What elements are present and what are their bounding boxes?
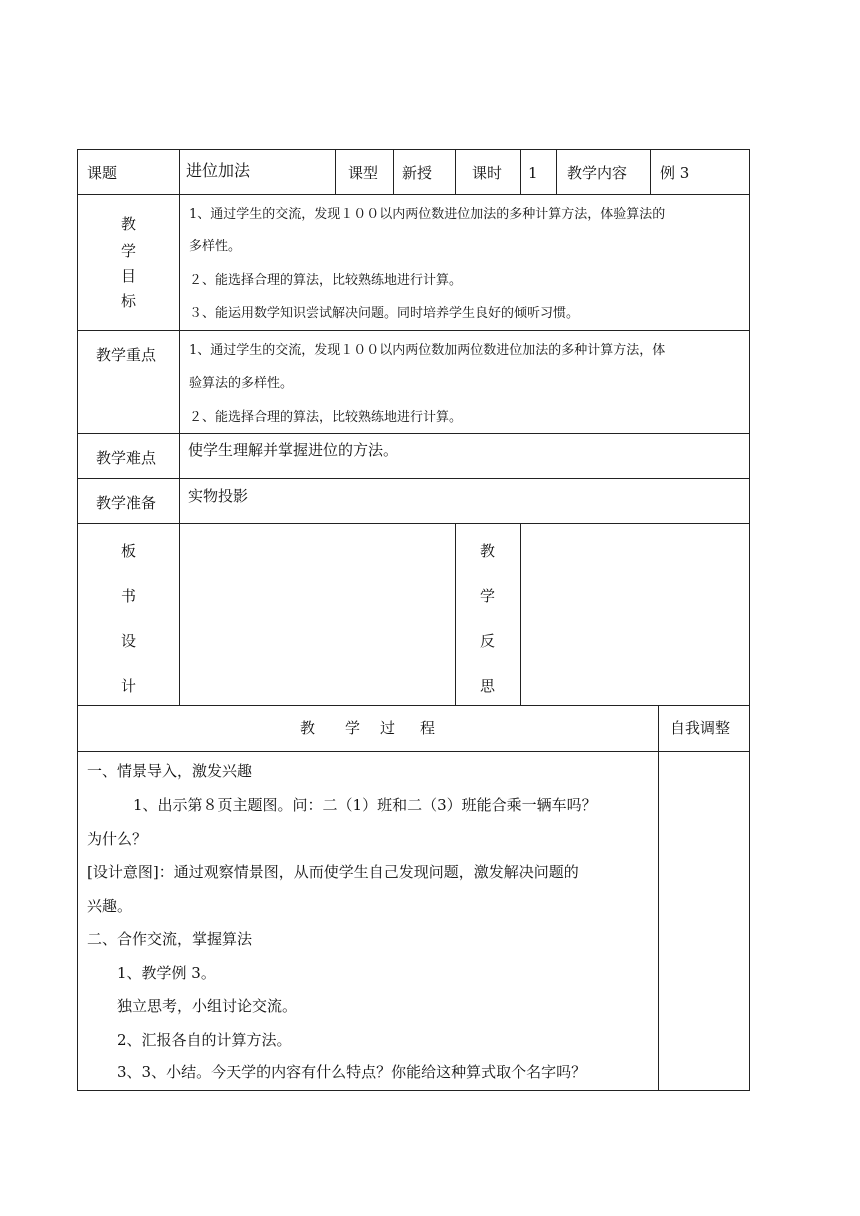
process-line: 一、情景导入，激发兴趣	[87, 762, 253, 780]
table-border	[658, 705, 659, 1091]
preparation-value: 实物投影	[188, 487, 249, 505]
table-border	[393, 149, 394, 195]
process-header-char: 过	[380, 719, 396, 737]
period-value: 1	[528, 164, 538, 182]
table-border	[335, 149, 336, 195]
period-label: 课时	[472, 164, 503, 182]
table-border	[77, 478, 750, 479]
table-border	[179, 149, 180, 706]
process-header-char: 学	[345, 719, 361, 737]
process-line: 独立思考，小组讨论交流。	[117, 997, 298, 1015]
topic-label: 课题	[87, 164, 118, 182]
table-border	[77, 751, 750, 752]
process-line: 为什么？	[87, 830, 148, 848]
key-points-label: 教学重点	[96, 346, 157, 364]
table-border	[77, 1090, 750, 1091]
process-line: 1、教学例 3。	[117, 964, 216, 982]
objective-line: ３、能运用数学知识尝试解决问题。同时培养学生良好的倾听习惯。	[189, 306, 580, 321]
content-label: 教学内容	[567, 164, 628, 182]
table-border	[749, 149, 750, 1091]
key-point-line: 1、通过学生的交流，发现１００以内两位数加两位数进位加法的多种计算方法，体	[189, 343, 666, 358]
content-value: 例 3	[660, 164, 690, 182]
table-border	[77, 523, 750, 524]
key-point-line: 验算法的多样性。	[189, 376, 294, 391]
self-adjust-label: 自我调整	[670, 719, 731, 737]
process-line: 二、合作交流，掌握算法	[87, 930, 253, 948]
table-border	[520, 149, 521, 195]
table-border	[455, 149, 456, 195]
objective-line: ２、能选择合理的算法，比较熟练地进行计算。	[189, 273, 463, 288]
difficulty-value: 使学生理解并掌握进位的方法。	[188, 441, 399, 459]
table-border	[77, 149, 78, 1091]
process-header-char: 程	[420, 719, 436, 737]
table-border	[77, 705, 750, 706]
process-header-char: 教	[300, 719, 316, 737]
type-label: 课型	[348, 164, 379, 182]
table-border	[556, 149, 557, 195]
difficulty-label: 教学难点	[96, 449, 157, 467]
key-point-line: ２、能选择合理的算法，比较熟练地进行计算。	[189, 410, 463, 425]
process-line: 兴趣。	[87, 897, 133, 915]
process-line: 2、汇报各自的计算方法。	[117, 1031, 292, 1049]
topic-value: 进位加法	[186, 161, 251, 180]
lesson-plan-page: 课题 进位加法 课型 新授 课时 1 教学内容 例 3 教 学 目 标 1、通过学生的交流，发现１００以内两位数进位加法的多种计算方法，体验算法的 多样性。 ２、能选择合理的算法，比较熟练地进行计算。 ３、能运用数学知识尝试解决问题。同时培养学生良好的倾听习惯。 教学重点 1、通过学生的交流，发现１００以内两位数加两位数进位加法的多种计算方法，体 验算法的多样性。 ２、能选择合理的算法，比较熟练地进行计算。 教学难点 使学生理解并掌握进位的方法。 教学准备 实物投影 板 书 设 计 教 学 反 思 教 学 过 程 自我调整 一、情景导入，激发兴趣 1、出示第８页主题图。问：二（1）班和二（3）班能合乘一辆车吗？ 为什么？ [设计意图]：通过观察情景图，从而使学生自己发现问题，激发解决问题的 兴趣。 二、合作交流，掌握算法 1、教学例 3。 独立思考，小组讨论交流。 2、汇报各自的计算方法。 3、3、小结。今天学的内容有什么特点？你能给这种算式取个名字吗？	[0, 0, 860, 1216]
table-border	[650, 149, 651, 195]
process-line: 1、出示第８页主题图。问：二（1）班和二（3）班能合乘一辆车吗？	[133, 796, 597, 814]
table-border	[77, 433, 750, 434]
process-line: 3、3、小结。今天学的内容有什么特点？你能给这种算式取个名字吗？	[117, 1063, 587, 1081]
type-value: 新授	[402, 164, 433, 182]
objective-line: 1、通过学生的交流，发现１００以内两位数进位加法的多种计算方法，体验算法的	[189, 207, 666, 222]
table-border	[455, 523, 456, 706]
table-border	[520, 523, 521, 706]
objective-line: 多样性。	[189, 239, 242, 254]
table-border	[77, 330, 750, 331]
preparation-label: 教学准备	[96, 494, 157, 512]
process-line: [设计意图]：通过观察情景图，从而使学生自己发现问题，激发解决问题的	[87, 863, 579, 881]
